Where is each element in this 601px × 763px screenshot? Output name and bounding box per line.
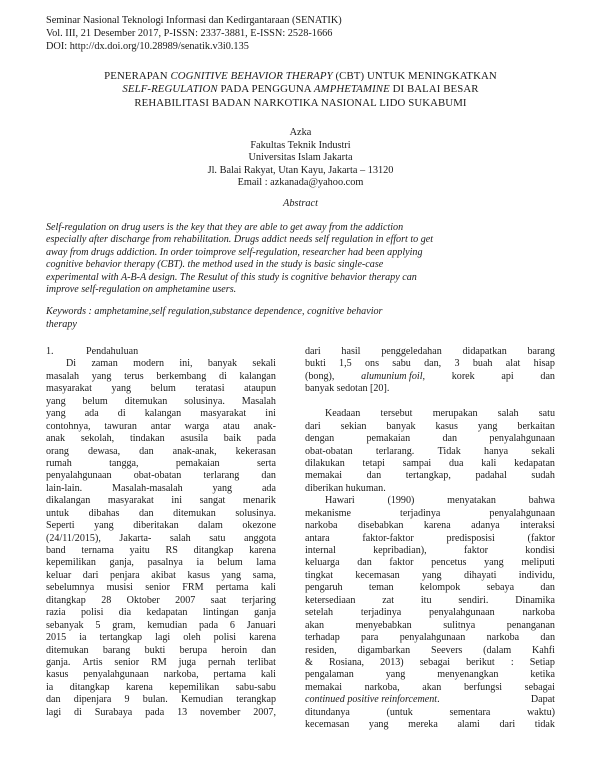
abstract-line: experimental with A-B-A design. The Resulut of this study is cognitive behavior therapy can <box>46 271 417 283</box>
text-line: obat-obatan terlarang. Tidak hanya sekali <box>305 445 555 457</box>
text-line: banyak sedotan [20]. <box>305 383 390 395</box>
text-line: internal kepribadian), faktor kondisi <box>305 545 555 556</box>
text-line: tingkat kecemasan yang dihayati individu, <box>305 569 555 581</box>
text-line: ditangkap 28 Oktober 2007 saat terjaring <box>46 594 276 606</box>
text-line: antara faktor-faktor predisposisi (faktor <box>305 532 555 544</box>
author-address: Jl. Balai Rakyat, Utan Kayu, Jakarta – 13120 <box>207 164 394 176</box>
journal-volume: Vol. III, 21 Desember 2017, P-ISSN: 2337-3881, E-ISSN: 2528-1666 <box>46 28 333 39</box>
text-line: yang belum ditemukan solusinya. Masalah <box>46 395 276 407</box>
abstract-line: Self-regulation on drug users is the key that they are able to get away from the addiction <box>46 222 404 233</box>
text-line: masalah yang terus berkembang di kalangan <box>46 370 276 382</box>
text-line: (24/11/2015), Jakarta- salah satu anggota <box>46 532 276 544</box>
journal-name: Seminar Nasional Teknologi Informasi dan Kedirgantaraan (SENATIK) <box>46 15 342 26</box>
text-line: dengan pemakaian dan penyalahgunaan <box>305 433 555 445</box>
text-line: keluarga dan faktor pencetus yang meliputi <box>305 557 555 569</box>
text-line: kecemasan yang mereka alami dari tidak <box>305 719 555 731</box>
text-line: continued positive reinforcement. Dapat <box>305 694 555 706</box>
text-line: kasus penyalahgunaan narkoba, pertama kali <box>46 669 276 681</box>
text-line: ketersediaan zat itu sendiri. Dinamika <box>305 594 555 606</box>
text-line: dari hasil penggeledahan didapatkan barang <box>305 346 555 357</box>
text-line: anak sekolah, tindakan asusila baik pada <box>46 433 276 445</box>
text-line: terhadap para penyalahgunaan narkoba dan <box>305 632 555 644</box>
text-line: masyarakat yang belum teratasi ataupun <box>46 383 276 395</box>
author-name: Azka <box>289 127 312 138</box>
text-line: diberikan hukuman. <box>305 482 386 494</box>
text-line: dilakukan tetapi sampai dua kali kedapatan <box>305 457 555 469</box>
text-line: lagi di Surabaya pada 13 november 2007, <box>46 706 276 718</box>
text-line: akan menyebabkan sulitnya penanganan <box>305 619 555 631</box>
abstract-heading: Abstract <box>283 198 318 209</box>
text-line: keluar dari penjara akibat kasus yang sama, <box>46 569 276 581</box>
text-line: mekanisme terjadinya penyalahgunaan <box>305 507 555 519</box>
section-heading: 1. Pendahuluan <box>46 346 139 357</box>
abstract-line: away from drugs addiction. In order toimprove self-regulation, researcher had been applying <box>46 246 423 258</box>
text-line: Keadaan tersebut merupakan salah satu <box>325 408 555 420</box>
text-line: ditemukan barang bukti berupa heroin dan <box>46 644 276 656</box>
text-line: Hawari (1990) menyatakan bahwa <box>325 495 555 507</box>
text-line: contohnya, tawuran antar warga atau anak- <box>46 420 276 432</box>
author-university: Universitas Islam Jakarta <box>248 152 353 164</box>
right-column <box>305 346 555 732</box>
abstract-text <box>46 222 555 296</box>
text-line: dan dipenjara 9 bulan. Kemudian terangkap <box>46 694 276 706</box>
journal-header <box>46 14 342 53</box>
abstract-line: especially after discharge from rehabilitation. Drugs addict needs self regulation in effort to get <box>46 234 434 246</box>
text-line: lain-lain. Masalah-masalah yang ada <box>46 482 276 494</box>
text-line: rumah tangga, pemakaian serta <box>46 457 276 469</box>
text-line: pengaruh teman kelompok sebaya dan <box>305 582 555 594</box>
author-faculty: Fakultas Teknik Industri <box>250 139 351 151</box>
text-line: narkoba disebabkan karena adanya interaksi <box>305 520 555 532</box>
text-line: dikalangan masyarakat ini sangat menarik <box>46 495 276 507</box>
text-line: ia ditangkap karena kepemilikan sabu-sabu <box>46 681 276 693</box>
text-line: memakai narkoba, akan berfungsi sebagai <box>305 681 555 693</box>
text-line: ganja. Artis senior RM juga pernah terlibat <box>46 656 276 668</box>
text-line: memakai dan tertangkap, padahal sudah <box>305 470 555 482</box>
text-line: & Rosiana, 2013) sebagai berikut : Setiap <box>305 656 555 668</box>
keywords: Keywords : amphetamine,self regulation,substance dependence, cognitive behavior therapy <box>46 306 383 330</box>
journal-doi: DOI: http://dx.doi.org/10.28989/senatik.v3i0.135 <box>46 41 249 52</box>
text-line: ditundanya (untuk sementara waktu) <box>305 706 555 718</box>
text-line: sebelumnya musisi senior FRM pertama kali <box>46 582 276 594</box>
text-line: kepemilikan ganja, pasalnya ia belum lama <box>46 557 276 569</box>
text-line: residen, digambarkan Seevers (dalam Kahfi <box>305 644 555 656</box>
text-line: (bong), alumunium foil, korek api dan <box>305 370 555 382</box>
text-line: pengalaman yang menyenangkan ketika <box>305 669 555 681</box>
left-column <box>46 346 276 719</box>
text-line: penyalahgunaan obat-obatan terlarang dan <box>46 470 276 482</box>
text-line: setelah terjadinya penyalahgunaan narkoba <box>305 607 555 619</box>
paper-title: PENERAPAN COGNITIVE BEHAVIOR THERAPY (CBT) UNTUK MENINGKATKAN SELF-REGULATION PADA PENGGUNA AMPHETAMINE DI BALAI BESAR REHABILITASI BADAN NARKOTIKA NASIONAL LIDO SUKABUMI <box>104 70 497 109</box>
abstract-line: cognitive behavior therapy (CBT). the method used in the study is basic single-case <box>46 259 384 271</box>
text-line: orang dewasa, dan anak-anak, kekerasan <box>46 445 276 457</box>
author-email: Email : azkanada@yahoo.com <box>237 177 364 189</box>
text-line: Di zaman modern ini, banyak sekali <box>66 358 276 370</box>
text-line: band ternama yaitu RS ditangkap karena <box>46 545 276 556</box>
text-line: 2015 ia tertangkap lagi oleh polisi karena <box>46 632 276 644</box>
text-line: Seperti yang diberitakan dalam okezone <box>46 520 276 532</box>
text-line: dari sekian banyak kasus yang berkaitan <box>305 420 555 432</box>
text-line: yang ada di kalangan masyarakat ini <box>46 408 276 420</box>
text-line: untuk dibahas dan ditemukan solusinya. <box>46 507 276 519</box>
abstract-line: improve self-regulation on amphetamine users. <box>46 284 237 296</box>
author-block <box>0 127 601 190</box>
text-line: sebanyak 5 gram, kemudian pada 6 Januari <box>46 619 276 631</box>
text-line: razia polisi dia kedapatan lintingan ganja <box>46 607 276 619</box>
text-line: bukti 1,5 ons sabu dan, 3 buah alat hisap <box>305 358 555 370</box>
